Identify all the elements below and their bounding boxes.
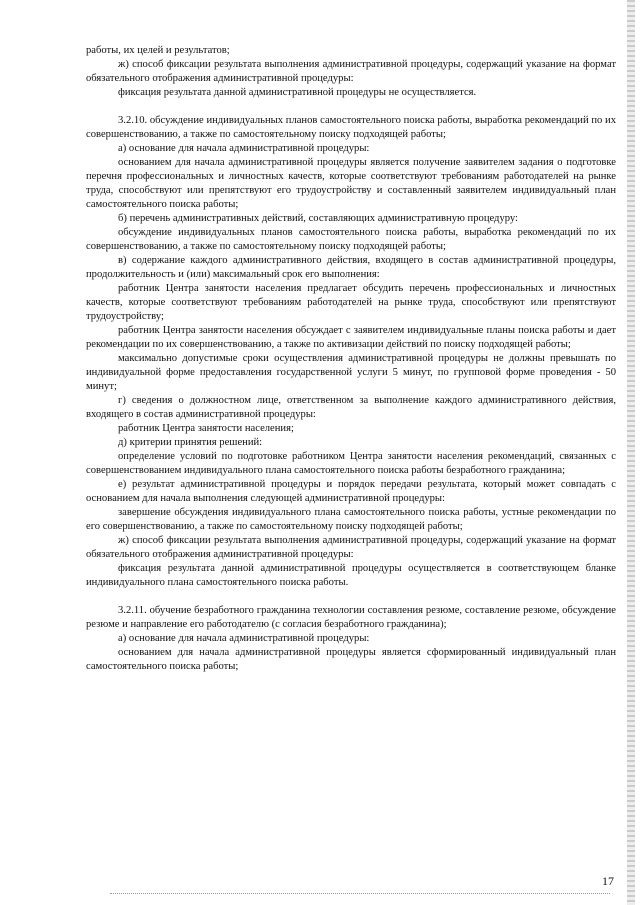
paragraph: 3.2.10. обсуждение индивидуальных планов самостоятельного поиска работы, выработка рекомендаций по их совершенствованию, а также по самостоятельному поиску подходящей работы;	[86, 115, 616, 140]
document-body	[86, 44, 616, 674]
paragraph: в) содержание каждого административного действия, входящего в состав административной процедуры, продолжительность и (или) максимальный срок его выполнения:	[86, 255, 616, 280]
paragraph: работник Центра занятости населения обсуждает с заявителем индивидуальные планы поиска работы и дает рекомендации по их совершенствованию, а также по активизации действий по поиску подходящей работы;	[86, 325, 616, 350]
paragraph: работы, их целей и результатов;	[86, 45, 230, 56]
paragraph: фиксация результата данной административной процедуры осуществляется в соответствующем бланке индивидуального плана самостоятельного поиска работы.	[86, 563, 616, 588]
paragraph: определение условий по подготовке работником Центра занятости населения рекомендаций, связанных с совершенствованием индивидуального плана самостоятельного поиска работы безработного гражданина;	[86, 451, 616, 476]
bottom-scan-artifact	[110, 893, 610, 895]
paragraph: а) основание для начала административной процедуры:	[118, 633, 370, 644]
paragraph: работник Центра занятости населения предлагает обсудить перечень профессиональных и личностных качеств, которые соответствуют требованиям работодателей на рынке труда, способствуют или препятствуют трудоустройству;	[86, 283, 616, 322]
paragraph-gap	[86, 590, 616, 604]
paragraph: завершение обсуждения индивидуального плана самостоятельного поиска работы, устные рекомендации по его совершенствованию, а также по самостоятельному поиску подходящей работы;	[86, 507, 616, 532]
paragraph: г) сведения о должностном лице, ответственном за выполнение каждого административного действия, входящего в состав административной процедуры:	[86, 395, 616, 420]
paragraph: д) критерии принятия решений:	[118, 437, 263, 448]
paragraph: ж) способ фиксации результата выполнения административной процедуры, содержащий указание на формат обязательного отображения административной процедуры:	[86, 59, 616, 84]
paragraph: основанием для начала административной процедуры является сформированный индивидуальный план самостоятельного поиска работы;	[86, 647, 616, 672]
paragraph: а) основание для начала административной процедуры:	[118, 143, 370, 154]
paragraph: фиксация результата данной административной процедуры не осуществляется.	[118, 87, 477, 98]
paragraph-gap	[86, 100, 616, 114]
paragraph: обсуждение индивидуальных планов самостоятельного поиска работы, выработка рекомендаций по их совершенствованию, а также по самостоятельному поиску подходящей работы;	[86, 227, 616, 252]
paragraph: ж) способ фиксации результата выполнения административной процедуры, содержащий указание на формат обязательного отображения административной процедуры:	[86, 535, 616, 560]
paragraph: б) перечень административных действий, составляющих административную процедуру:	[118, 213, 518, 224]
paragraph: работник Центра занятости населения;	[118, 423, 294, 434]
paragraph: е) результат административной процедуры и порядок передачи результата, который может совпадать с основанием для начала выполнения следующей административной процедуры:	[86, 479, 616, 504]
paragraph: основанием для начала административной процедуры является получение заявителем задания о подготовке перечня профессиональных и личностных качеств, которые соответствуют требованиям работодателей на рынке труда, способствуют или препятствуют его трудоустройству и составленный заявителем индивидуальный план самостоятельного поиска работы;	[86, 157, 616, 210]
paragraph: 3.2.11. обучение безработного гражданина технологии составления резюме, составление резюме, обсуждение резюме и направление его работодателю (с согласия безработного гражданина);	[86, 605, 616, 630]
page-number: 17	[602, 874, 614, 888]
scan-edge-shadow	[627, 0, 635, 905]
paragraph: максимально допустимые сроки осуществления административной процедуры не должны превышать по индивидуальной форме предоставления государственной услуги 5 минут, по групповой форме проведения - 50 минут;	[86, 353, 616, 392]
